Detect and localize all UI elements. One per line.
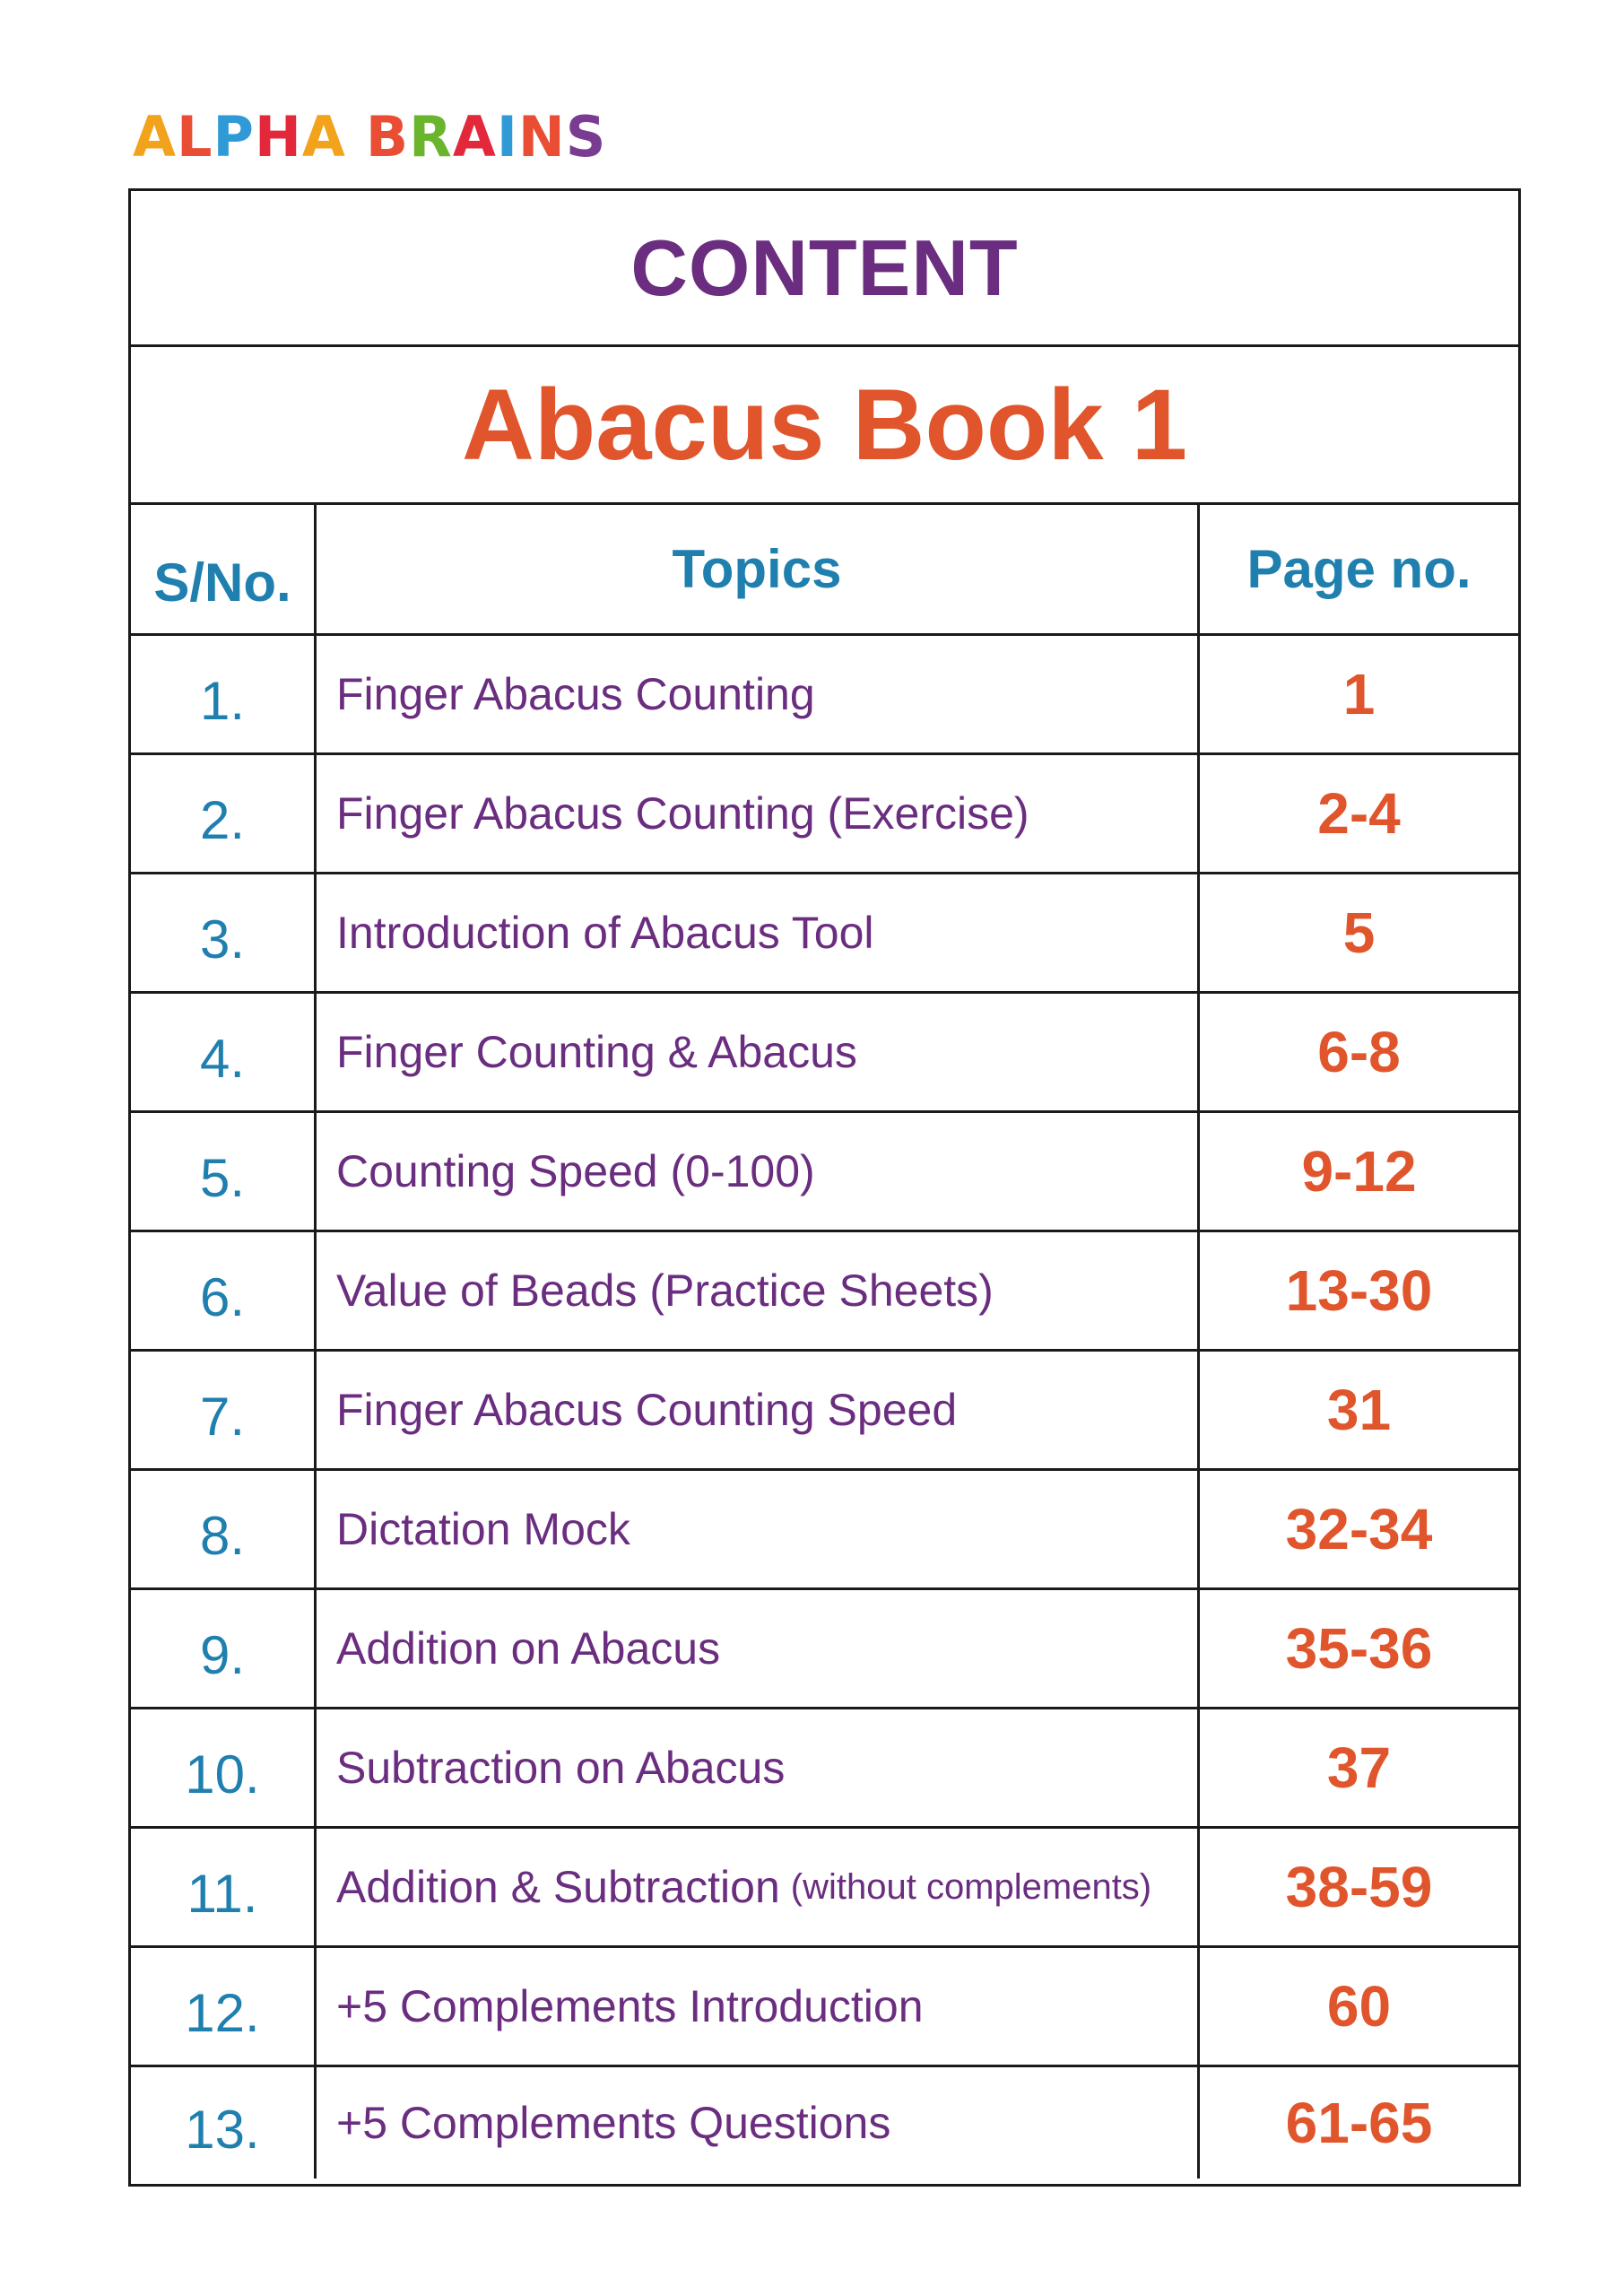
row-number: 7. [131, 1352, 317, 1468]
row-topic [317, 1232, 1200, 1349]
row-topic-note: (without complements) [790, 1866, 1152, 1907]
column-header-topics: Topics [317, 505, 1200, 633]
logo-letter: P [213, 104, 255, 170]
row-topic-text: Finger Counting & Abacus [336, 1027, 857, 1077]
table-row [131, 1232, 1518, 1352]
row-topic [317, 1590, 1200, 1707]
logo-letter: A [133, 104, 177, 170]
row-topic-text: Value of Beads (Practice Sheets) [336, 1265, 994, 1316]
row-topic-text: Counting Speed (0-100) [336, 1146, 815, 1196]
row-topic [317, 1948, 1200, 2065]
table-row [131, 636, 1518, 755]
row-page: 60 [1326, 1974, 1392, 2039]
row-topic-text: Addition & Subtraction [336, 1862, 780, 1912]
row-topic [317, 1113, 1200, 1230]
row-number: 9. [131, 1590, 317, 1707]
row-page: 37 [1326, 1735, 1392, 1800]
row-number: 1. [131, 636, 317, 752]
logo-letter: R [409, 104, 453, 170]
row-page: 5 [1342, 900, 1376, 965]
row-number: 10. [131, 1709, 317, 1826]
row-topic-text: Finger Abacus Counting Speed [336, 1385, 958, 1435]
row-page: 2-4 [1317, 781, 1401, 846]
row-page: 9-12 [1301, 1139, 1417, 1204]
table-row [131, 1590, 1518, 1709]
row-topic [317, 755, 1200, 872]
table-row [131, 755, 1518, 874]
row-number: 5. [131, 1113, 317, 1230]
row-page: 35-36 [1285, 1616, 1433, 1681]
row-topic-text: +5 Complements Introduction [336, 1981, 924, 2031]
logo-letter: S [565, 104, 607, 170]
logo-letter: I [496, 104, 518, 170]
row-number: 11. [131, 1829, 317, 1945]
logo-letter: A [452, 104, 497, 170]
row-topic-text: Finger Abacus Counting (Exercise) [336, 788, 1029, 839]
content-table [128, 188, 1521, 2187]
table-row [131, 994, 1518, 1113]
row-topic [317, 994, 1200, 1110]
logo-letter: L [176, 104, 213, 170]
book-title: Abacus Book 1 [131, 347, 1518, 505]
row-topic-text: Addition on Abacus [336, 1623, 721, 1674]
row-topic [317, 874, 1200, 991]
row-topic [317, 636, 1200, 752]
table-row [131, 874, 1518, 994]
row-number: 12. [131, 1948, 317, 2065]
row-number: 13. [131, 2067, 317, 2179]
column-header-page: Page no. [1246, 539, 1472, 599]
row-page: 1 [1342, 662, 1376, 726]
brand-logo [133, 104, 607, 170]
logo-letter: H [254, 104, 302, 170]
row-page: 31 [1326, 1378, 1392, 1442]
row-topic-text: Subtraction on Abacus [336, 1743, 786, 1793]
row-topic-text: Finger Abacus Counting [336, 669, 815, 719]
row-topic-text: Dictation Mock [336, 1504, 630, 1554]
row-topic [317, 1829, 1200, 1945]
row-page: 13-30 [1285, 1258, 1433, 1323]
logo-letter: B [365, 104, 410, 170]
row-page: 6-8 [1317, 1020, 1401, 1084]
row-number: 3. [131, 874, 317, 991]
row-topic [317, 2067, 1200, 2179]
row-topic-text: Introduction of Abacus Tool [336, 908, 874, 958]
table-row [131, 1709, 1518, 1829]
table-row [131, 2067, 1518, 2179]
table-row [131, 1352, 1518, 1471]
table-row [131, 1829, 1518, 1948]
logo-letter: A [301, 104, 346, 170]
row-topic [317, 1352, 1200, 1468]
table-header-row [131, 505, 1518, 636]
content-heading: CONTENT [131, 191, 1518, 347]
row-number: 6. [131, 1232, 317, 1349]
row-page: 32-34 [1285, 1497, 1433, 1561]
row-page: 38-59 [1285, 1855, 1433, 1919]
table-body [131, 505, 1518, 2179]
table-row [131, 1471, 1518, 1590]
row-number: 2. [131, 755, 317, 872]
row-number: 4. [131, 994, 317, 1110]
table-row [131, 1113, 1518, 1232]
row-page: 61-65 [1285, 2091, 1433, 2155]
logo-letter: N [517, 104, 566, 170]
column-header-sno: S/No. [131, 505, 317, 633]
table-row [131, 1948, 1518, 2067]
row-topic [317, 1471, 1200, 1587]
row-number: 8. [131, 1471, 317, 1587]
row-topic-text: +5 Complements Questions [336, 2098, 891, 2148]
row-topic [317, 1709, 1200, 1826]
